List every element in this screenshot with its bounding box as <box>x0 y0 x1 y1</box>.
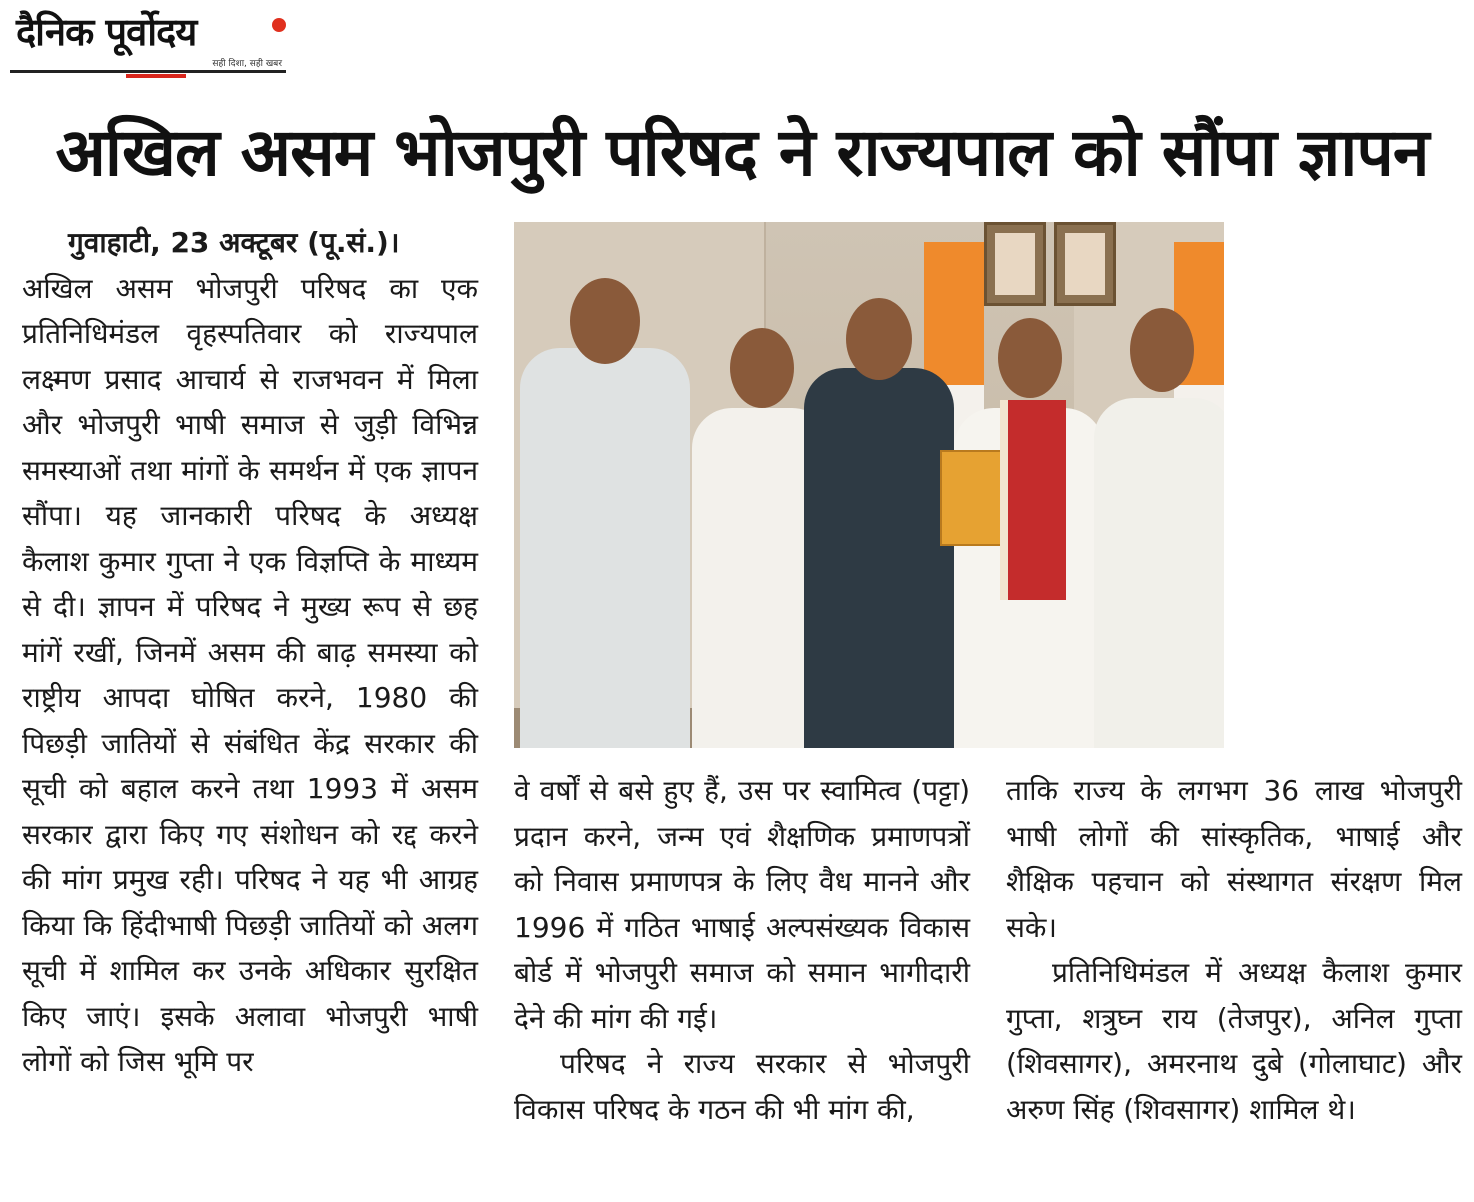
article-column-right <box>1006 768 1462 1132</box>
photo-person <box>520 278 690 748</box>
masthead-logo <box>10 6 286 72</box>
dateline-paragraph <box>22 220 478 266</box>
article-column-middle <box>514 768 970 1132</box>
photo-person <box>804 298 954 748</box>
masthead-rule <box>10 70 286 73</box>
article-photo <box>514 222 1224 748</box>
photo-portrait-frame <box>984 222 1046 306</box>
article-paragraph-1: अखिल असम भोजपुरी परिषद का एक प्रतिनिधिमंडल वृहस्पतिवार को राज्यपाल लक्ष्मण प्रसाद आचार्य से राजभवन में मिला और भोजपुरी भाषी समाज से जुड़ी विभिन्न समस्याओं तथा मांगों के समर्थन में एक ज्ञापन सौंपा। यह जानकारी परिषद के अध्यक्ष कैलाश कुमार गुप्ता ने एक विज्ञप्ति के माध्यम से दी। ज्ञापन में परिषद ने मुख्य रूप से छह मांगें रखीं, जिनमें असम की बाढ़ समस्या को राष्ट्रीय आपदा घोषित करने, 1980 की पिछड़ी जातियों से संबंधित केंद्र सरकार की सूची को बहाल करने तथा 1993 में असम सरकार द्वारा किए गए संशोधन को रद्द करने की मांग प्रमुख रही। परिषद ने यह भी आग्रह किया कि हिंदीभाषी पिछड़ी जातियों को अलग सूची में शामिल कर उनके अधिकार सुरक्षित किए जाएं। इसके अलावा भोजपुरी भाषी लोगों को जिस भूमि पर <box>22 271 478 1078</box>
gamosa-scarf <box>1000 400 1066 600</box>
masthead-dot-icon <box>272 18 286 32</box>
masthead-red-bar <box>126 74 186 78</box>
article-paragraph-2: परिषद ने राज्य सरकार से भोजपुरी विकास परिषद के गठन की भी मांग की, <box>514 1047 970 1126</box>
photo-portrait-frame <box>1054 222 1116 306</box>
article-paragraph-2-continued: ताकि राज्य के लगभग 36 लाख भोजपुरी भाषी लोगों की सांस्कृतिक, भाषाई और शैक्षिक पहचान को संस्थागत संरक्षण मिल सके। <box>1006 774 1462 944</box>
dateline: गुवाहाटी, 23 अक्टूबर (पू.सं.)। <box>68 226 400 259</box>
masthead-name: दैनिक पूर्वोदय <box>16 10 197 54</box>
photo-person <box>1094 308 1224 748</box>
article-paragraph-3: प्रतिनिधिमंडल में अध्यक्ष कैलाश कुमार गुप्ता, शत्रुघ्न राय (तेजपुर), अनिल गुप्ता (शिवसागर), अमरनाथ दुबे (गोलाघाट) और अरुण सिंह (शिवसागर) शामिल थे। <box>1006 956 1462 1126</box>
headline: अखिल असम भोजपुरी परिषद ने राज्यपाल को सौंपा ज्ञापन <box>55 114 1429 191</box>
article-column-left <box>22 220 478 1085</box>
article-paragraph-1-continued: वे वर्षों से बसे हुए हैं, उस पर स्वामित्व (पट्टा) प्रदान करने, जन्म एवं शैक्षणिक प्रमाणपत्रों को निवास प्रमाणपत्र के लिए वैध मानने और 1996 में गठित भाषाई अल्पसंख्यक विकास बोर्ड में भोजपुरी समाज को समान भागीदारी देने की मांग की गई। <box>514 774 970 1035</box>
masthead-tagline: सही दिशा, सही खबर <box>212 59 282 69</box>
